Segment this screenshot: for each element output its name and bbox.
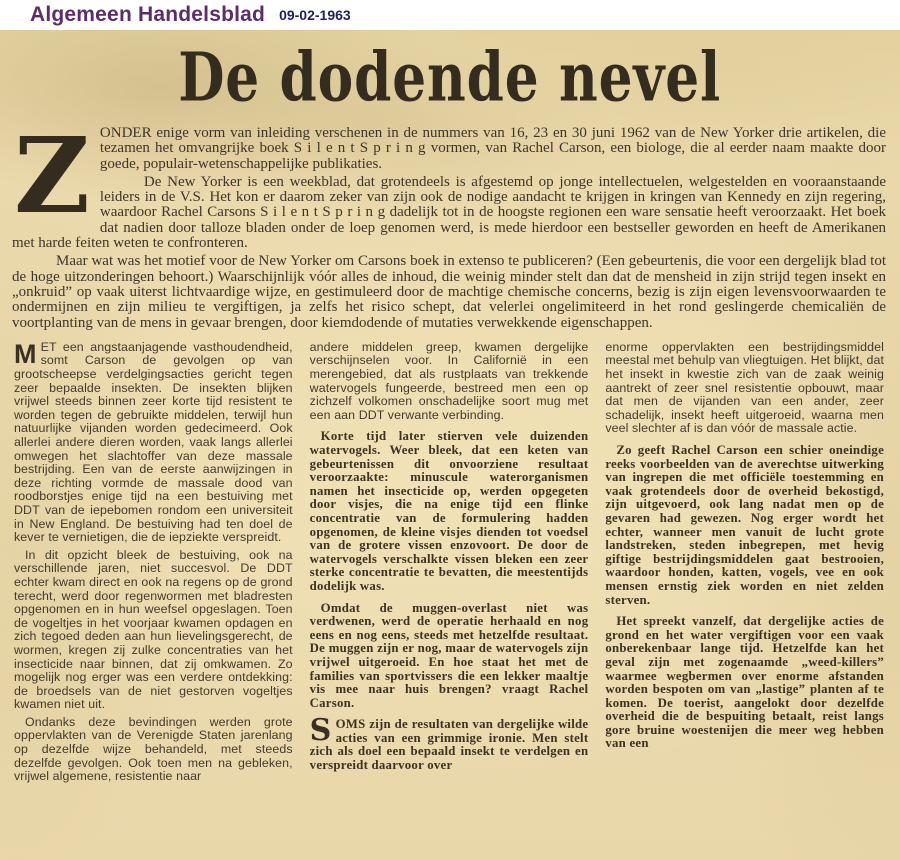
- article-paragraph: andere middelen greep, kwamen dergelijke verschijnselen voor. In Californië in een merengebied, dat als rustplaats van trekkende watervogels fungeerde, bestreed men een op zichzelf volkomen onschadelijke soort mug met een aan DDT verwante verbinding.: [309, 339, 589, 422]
- intro-paragraph: ONDER enige vorm van inleiding verschenen in de nummers van 16, 23 en 30 juni 1962 van de New Yorker drie artikelen, die tezamen het omvangrijke boek S i l e n t S p r i n g vormen, van Rachel Carson, een biologe, die al eerder naam maakte door goede, populair-wetenschappelijke publikaties.: [99, 125, 886, 172]
- masthead: [0, 0, 900, 30]
- drop-cap: Z: [14, 114, 90, 237]
- drop-cap: S: [309, 713, 332, 749]
- article-column: [14, 338, 293, 788]
- headline: De dodende nevel: [178, 38, 722, 117]
- publication-date: 09-02-1963: [279, 7, 351, 23]
- article-paragraph: In dit opzicht bleek de bestuiving, ook na verschillende jaren, niet succesvol. De DDT echter kwam direct en ook na regens op de grond terecht, werd door regenwormen met bladresten opgenomen en in hun weefsel opgeslagen. Toen de vogeltjes in het voorjaar kwamen opdagen en zich tegoed deden aan hun lievelingsgerecht, de wormen, kregen zij zulke concentraties van het insecticide naar binnen, dat zij omkwamen. Zo mogelijk nog erger was een verdere ontdekking: de broedsels van de niet gestorven vogeltjes kwamen niet uit.: [14, 547, 293, 712]
- article-paragraph: enorme oppervlakten een bestrijdingsmiddel meestal met behulp van vliegtuigen. Het blijkt, dat het insekt in kwestie zich van de zaak weinig aantrekt of zeer snel resistentie opbouwt, maar dat men de vijanden van een ander, zeer schadelijk, insekt heeft uitgeroeid, waarna men veel slechter af is dan vóór de massale actie.: [605, 339, 885, 436]
- article-paragraph: Het spreekt vanzelf, dat dergelijke acties de grond en het water vergiftigen voor een vaak onberekenbaar lange tijd. Hetzelfde kan het geval zijn met zogenaamde „weed-killers” waarmee wegbermen over enorme afstanden worden bespoten om van „lastige” planten af te komen. De toerist, aangelokt door dezelfde overheid die de bespuiting betaalt, reist langs gore bruine woestenijen die meer weg hebben van een: [605, 614, 885, 751]
- article-paragraph: Zo geeft Rachel Carson een schier oneindige reeks voorbeelden van de averechtse uitwerking van ingrepen die met officiële toestemming en vaak grotendeels door de overheid bekostigd, zijn uitgevoerd, ook lang nadat men op de gevaren had gewezen. Nog erger wordt het echter, wanneer men vanuit de lucht grote landstreken, steden inbegrepen, met hevig giftige bestrijdingsmiddelen gaat bestrooien, waardoor honden, katten, vogels, vee en ook mensen ernstig ziek worden en niet zelden sterven.: [605, 443, 885, 607]
- drop-cap: M: [14, 338, 37, 369]
- article-paragraph: Ondanks deze bevindingen werden grote oppervlakten van de Verenigde Staten jarenlang op dezelfde wijze behandeld, met steeds dezelfde gevolgen. Ook toen men na gebleken, vrijwel algemene, resistentie naar: [14, 714, 293, 784]
- article-column: [310, 341, 589, 788]
- article-paragraph: SOMS zijn de resultaten van dergelijke wilde acties van een grimmige ironie. Men stelt zich als doel een bepaald insekt te verdelgen en verspreidt daarvoor over: [309, 713, 589, 773]
- article-paragraph: Omdat de muggen-overlast niet was verdwenen, werd de operatie herhaald en nog eens en nog eens, steeds met hetzelfde resultaat. De muggen zijn er nog, maar de watervogels zijn vrijwel uitgeroeid. En hoe staat het met de families van sportvissers die een lekker maaltje vis mee naar huis brengen? vraagt Rachel Carson.: [309, 600, 589, 710]
- headline-container: [10, 38, 890, 122]
- article-paragraph: MET een angstaanjagende vasthoudendheid, somt Carson de gevolgen op van grootscheepse verdelgingsacties gericht tegen zeer bepaalde insekten. De insekten blijken vrijwel steeds binnen zeer korte tijd resistent te worden tegen de gebruikte middelen, terwijl hun natuurlijke vijanden worden gedecimeerd. Ook allerlei andere dieren worden, vaak langs allerlei omwegen het slachtoffer van deze massale bestrijding. Een van de eerste aanwijzingen in deze richting vormde de massale dood van roodborstjes enige tijd na een bestuiving met DDT van de iepebomen rondom een universiteit in New England. De bestuiving had ten doel de kever te vernietigen, die de iepziekte verspreidt.: [14, 338, 293, 545]
- intro-paragraph: De New Yorker is een weekblad, dat grotendeels is afgestemd op jonge intellectuelen, welgestelden en vooraanstaande leiders in de V.S. Het kon er daarom zeker van zijn ook de nodige aandacht te krijgen in kringen van Kennedy en zijn regering, waardoor Rachel Carsons S i l e n t S p r i n g dadelijk tot in de hoogste regionen een ware sensatie heeft veroorzaakt. Het boek dat nadien door talloze bladen onder de loep genomen werd, is mede hierdoor een bestseller geworden en heeft de Amerikanen met harde feiten weten te confronteren.: [12, 173, 886, 252]
- publication-title: Algemeen Handelsblad: [30, 3, 266, 26]
- intro-section: [10, 114, 890, 331]
- article-column: [605, 341, 884, 788]
- article-columns: [10, 334, 890, 788]
- newspaper-clipping: [0, 30, 900, 860]
- article-paragraph: Korte tijd later stierven vele duizenden watervogels. Weer bleek, dat een keten van gebeurtenissen dit onvoorziene resultaat veroorzaakte: minuscule waterorganismen namen het insecticide op, werden opgegeten door visjes, die na enige tijd een flinke concentratie van de formulering hadden opgenomen, de kleine visjes dienden tot voedsel van de grotere vissen enzovoort. De door de watervogels verschalkte vissen bleken een zeer sterke concentratie te bevatten, die meestentijds dodelijk was.: [309, 429, 589, 593]
- intro-paragraph: Maar wat was het motief voor de New Yorker om Carsons boek in extenso te publiceren? (Een gebeurtenis, die voor een dergelijk blad tot de hoge uitzonderingen behoort.) Waarschijnlijk vóór alles de inhoud, die weinig minder stelt dan dat de mensheid in zijn strijd tegen insekt en „onkruid” op vaak uiterst lichtvaardige wijze, en gestimuleerd door de machtige chemische concerns, bezig is zijn eigen levensvoorwaarden te ondermijnen en zijn milieu te vergiftigen, ja zelfs het risico schept, dat velerlei ongelimiteerd in het rond geslingerde chemicaliën de voortplanting van de mens in gevaar brengen, door kiemdodende of mutaties verwekkende eigenschappen.: [12, 253, 886, 331]
